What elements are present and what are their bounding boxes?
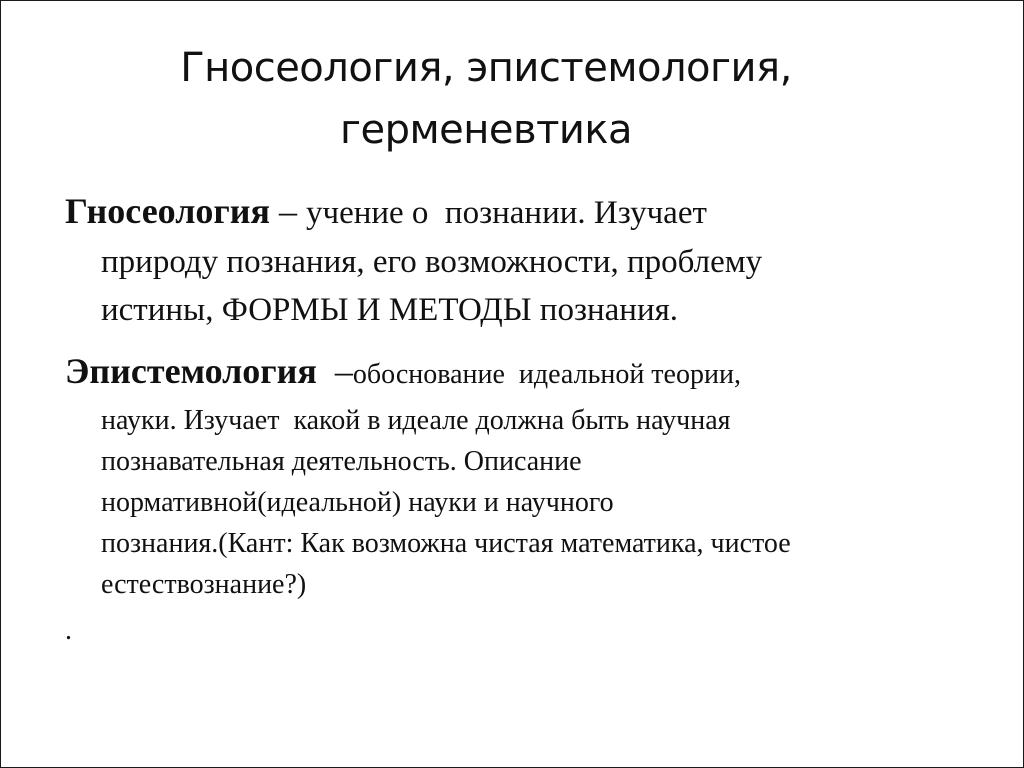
- epistemology-line-4: нормативной(идеальной) науки и научного: [101, 487, 614, 518]
- gnoseology-first-line: [65, 186, 965, 238]
- gnoseology-line-3: истины, ФОРМЫ И МЕТОДЫ познания.: [101, 292, 679, 328]
- gnoseology-dash: –: [269, 191, 306, 231]
- epistemology-line-5: познания.(Кант: Как возможна чистая математика, чистое: [101, 528, 791, 559]
- gnoseology-paragraph: [65, 186, 965, 334]
- epistemology-term: Эпистемология: [65, 351, 317, 391]
- epistemology-dash: –: [316, 351, 353, 391]
- epistemology-first-line: [65, 346, 965, 400]
- epistemology-line-6: естествознание?): [101, 569, 307, 600]
- epistemology-line-2: науки. Изучает какой в идеале должна быть научная: [101, 405, 731, 436]
- gnoseology-term: Гносеология: [65, 191, 270, 231]
- gnoseology-definition-start: учение о познании. Изучает: [305, 195, 707, 231]
- slide-body: [65, 186, 965, 645]
- epistemology-definition-start: обоснование идеальной теории,: [352, 359, 741, 390]
- slide-title: [61, 37, 911, 161]
- epistemology-paragraph: [65, 346, 965, 605]
- title-line-2: герменевтика: [339, 107, 633, 153]
- title-line-1: Гносеология, эпистемология,: [180, 45, 792, 91]
- epistemology-line-3: познавательная деятельность. Описание: [101, 446, 582, 477]
- trailing-dot: .: [65, 615, 72, 646]
- gnoseology-line-2: природу познания, его возможности, проблему: [101, 244, 763, 280]
